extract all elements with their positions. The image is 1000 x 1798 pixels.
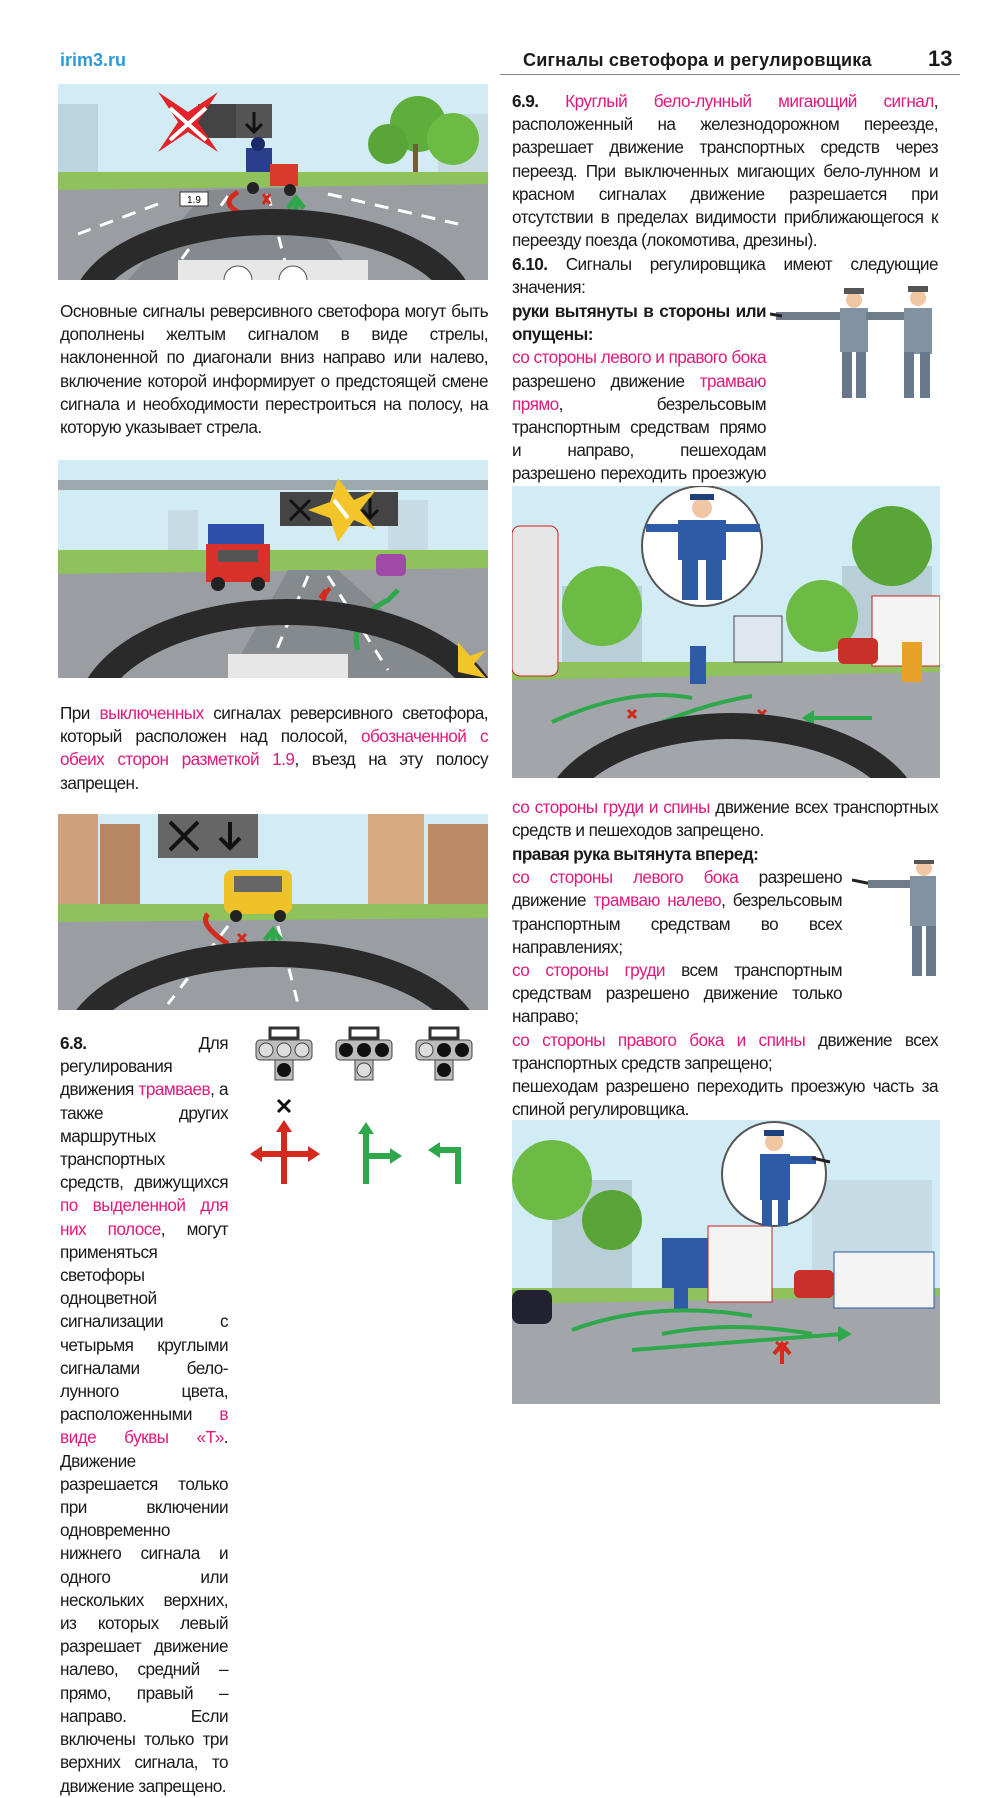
figure-reversible-yellow-arrow	[58, 460, 488, 678]
paragraph-right-arm: правая рука вытянута вперед: со стороны левого бока разрешено движение трамваю налево, безрельсовым транспортным средствам во всех направлениях; со стороны груди всем транспортным средствам разрешено движение только направо; со стороны правого бока и спины движение всех транспортных средств запрещено; пешеходам разрешено переходить проезжую часть за спиной регулировщика.	[512, 844, 938, 1120]
page-number: 13	[928, 46, 953, 71]
figure-reversible-off	[58, 814, 488, 1010]
header-rule	[500, 74, 960, 75]
paragraph-chest: со стороны груди и спины движение всех транспортных средств и пешеходов запрещено.	[512, 797, 939, 841]
section-6-10: 6.10. Сигналы регулировщика имеют следующие значения:	[512, 254, 938, 298]
figure-intersection-controller-2	[512, 1120, 940, 1404]
section-6-8: 6.8. Для регулирования движения трамваев, а также других маршрутных транспортных средств, движущихся по выделенной для них полосе, могут применяться светофоры одноцветной сигнализации с четырьмя круглыми сигналами бело-лунного цвета, расположенными в виде буквы «Т». Движение разрешается только при включении одновременно нижнего сигнала и одного или нескольких верхних, из которых левый разрешает движение налево, средний – прямо, правый – направо. Если включены только три верхних сигнала, то движение запрещено.	[60, 1033, 229, 1796]
paragraph-arms-out: руки вытянуты в стороны или опущены: со стороны левого и правого бока разрешено движение трамваю прямо, безрельсовым транспортным средствам прямо и направо, пешеходам разрешено переходить проезжую	[512, 301, 766, 484]
site-name[interactable]: irim3.ru	[60, 50, 127, 70]
section-6-9: 6.9. Круглый бело-лунный мигающий сигнал, расположенный на железнодорожном переезде, разрешает движение транспортных средств через переезд. При выключенных мигающих бело-лунном и красном сигналах движение разрешается при отсутствии в пределах видимости приближающегося к переезду поезда (локомотива, дрезины).	[512, 91, 938, 251]
sign-1-9-label: 1.9	[187, 195, 201, 206]
figure-intersection-controller-1	[512, 486, 940, 778]
figure-reversible-red-x	[58, 84, 488, 280]
page-title: Сигналы светофора и регулировщика	[523, 50, 872, 70]
paragraph-disabled-signals: При выключенных сигналах реверсивного светофора, который расположен над полосой, обозначенной с обеих сторон разметкой 1.9, въезд на эту полосу запрещен.	[60, 703, 488, 793]
paragraph-yellow-arrow: Основные сигналы реверсивного светофора могут быть дополнены желтым сигналом в виде стрелы, наклоненной по диагонали вниз направо или налево, включение которой информирует о предстоящей смене сигнала и необходимости перестроиться на полосу, на которую указывает стрела.	[60, 301, 488, 438]
